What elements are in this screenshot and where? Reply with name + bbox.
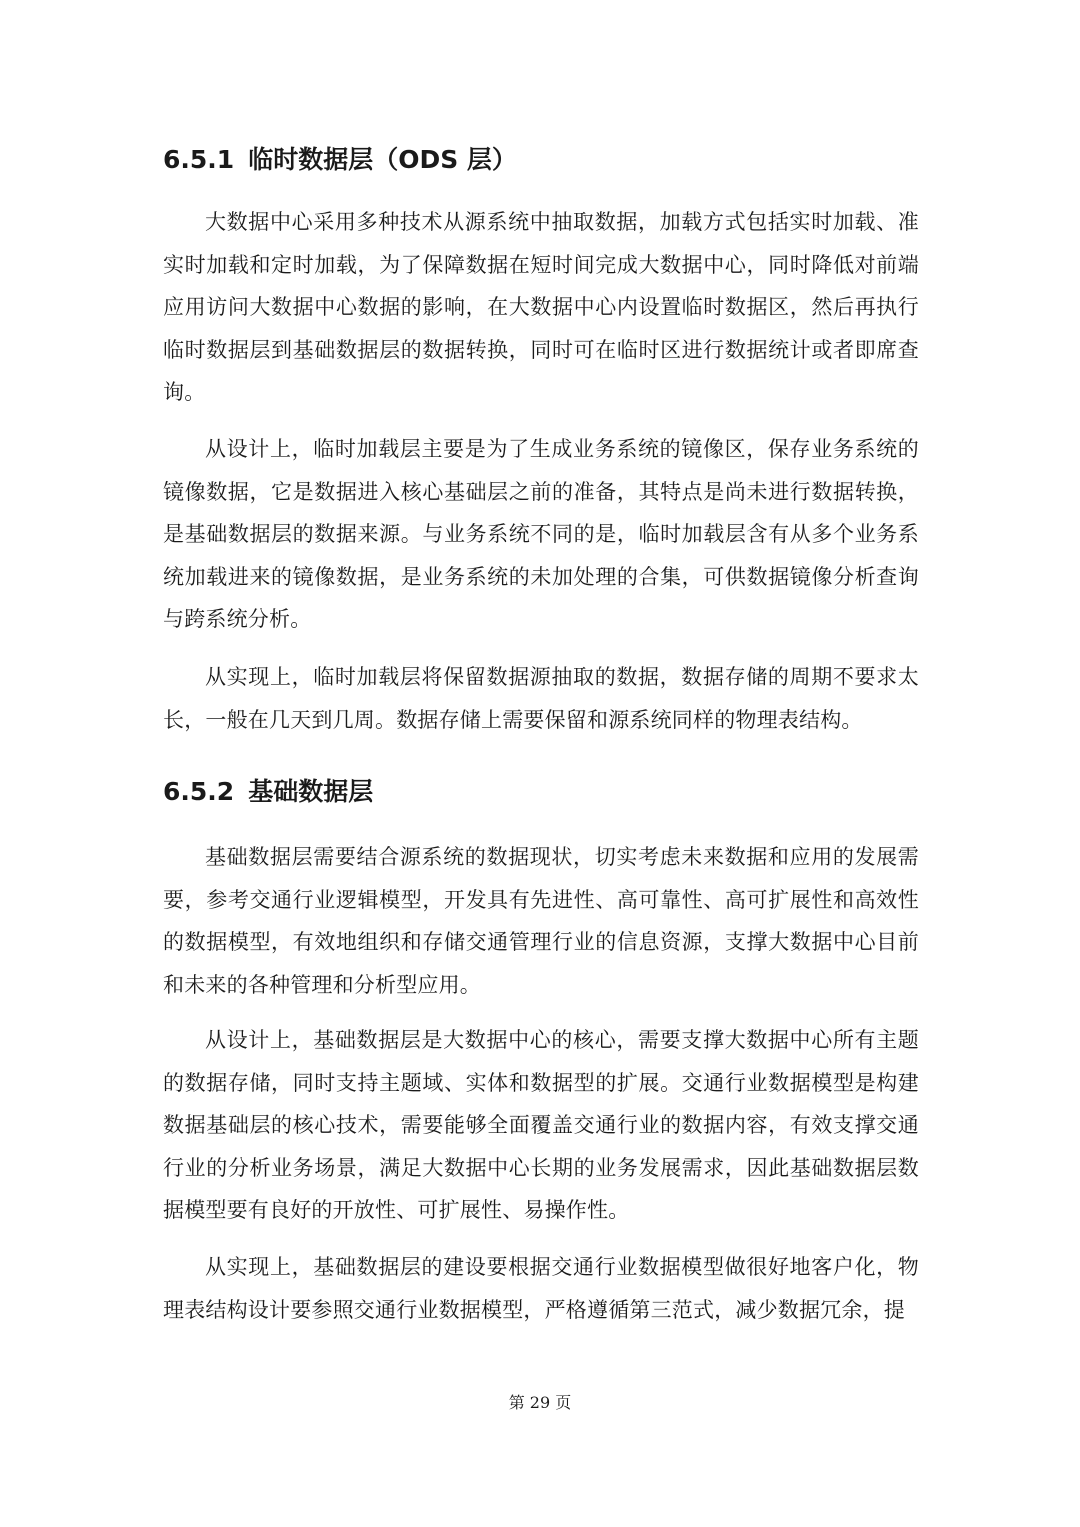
paragraph: 从实现上，临时加载层将保留数据源抽取的数据，数据存储的周期不要求太长，一般在几天到几周。数据存储上需要保留和源系统同样的物理表结构。 (163, 665, 919, 732)
paragraph: 从设计上，基础数据层是大数据中心的核心，需要支撑大数据中心所有主题的数据存储，同时支持主题域、实体和数据型的扩展。交通行业数据模型是构建数据基础层的核心技术，需要能够全面覆盖交通行业的数据内容，有效支撑交通行业的分析业务场景，满足大数据中心长期的业务发展需求，因此基础数据层数据模型要有良好的开放性、可扩展性、易操作性。 (163, 1028, 919, 1223)
section-title: 临时数据层（ODS 层） (248, 145, 517, 174)
paragraph: 大数据中心采用多种技术从源系统中抽取数据，加载方式包括实时加载、准实时加载和定时加载，为了保障数据在短时间完成大数据中心，同时降低对前端应用访问大数据中心数据的影响，在大数据中心内设置临时数据区，然后再执行临时数据层到基础数据层的数据转换，同时可在临时区进行数据统计或者即席查询。 (163, 210, 919, 405)
section-number: 6.5.2 (163, 777, 235, 806)
section-heading-6-5-2 (163, 774, 923, 810)
paragraph: 基础数据层需要结合源系统的数据现状，切实考虑未来数据和应用的发展需要，参考交通行业逻辑模型，开发具有先进性、高可靠性、高可扩展性和高效性的数据模型，有效地组织和存储交通管理行业的信息资源，支撑大数据中心目前和未来的各种管理和分析型应用。 (163, 845, 919, 997)
page-number: 第 29 页 (508, 1393, 572, 1412)
section-number: 6.5.1 (163, 145, 235, 174)
paragraph: 从设计上，临时加载层主要是为了生成业务系统的镜像区，保存业务系统的镜像数据，它是数据进入核心基础层之前的准备，其特点是尚未进行数据转换，是基础数据层的数据来源。与业务系统不同的是，临时加载层含有从多个业务系统加载进来的镜像数据，是业务系统的未加处理的合集，可供数据镜像分析查询与跨系统分析。 (163, 437, 919, 632)
section-title: 基础数据层 (248, 777, 374, 806)
paragraph: 从实现上，基础数据层的建设要根据交通行业数据模型做很好地客户化，物理表结构设计要参照交通行业数据模型，严格遵循第三范式，减少数据冗余，提 (163, 1255, 919, 1322)
section-heading-6-5-1 (163, 142, 923, 178)
